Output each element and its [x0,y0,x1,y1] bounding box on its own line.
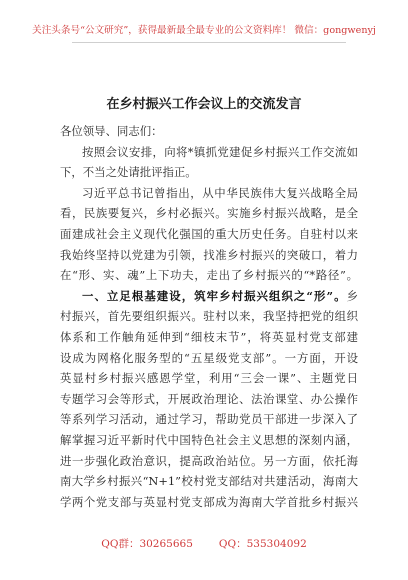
paragraph-line: 英显村乡村振兴感恩学堂，利用“三会一课”、主题党日 [60,371,358,386]
footer-qq: QQ：535304092 [218,538,307,550]
header-banner: 关注头条号“公文研究”，获得最新最全最专业的公文资料库！ 微信：gongwenyj [32,25,376,36]
paragraph-line: 按照会议安排，向将*镇抓党建促乡村振兴工作交流如 [82,144,358,159]
paragraph-line: 解掌握习近平新时代中国特色社会主义思想的深刻内涵， [60,432,358,447]
paragraph-line: 专题学习会等形式，开展政治理论、法治课堂、办公操作 [60,391,358,406]
paragraph-line: 下，不当之处请批评指正。 [60,165,197,180]
document-body [60,121,358,512]
document-title: 在乡村振兴工作会议上的交流发言 [106,97,302,112]
section-heading: 一、立足根基建设，筑牢乡村振兴组织之“形”。 [82,288,347,303]
header-divider [72,42,346,43]
paragraph-line: 学两个党支部与英显村党支部成为海南大学首批乡村振兴 [60,494,358,509]
paragraph-line: 看，民族要复兴，乡村必振兴。实施乡村振兴战略，是全 [60,206,358,221]
paragraph-line: 进一步强化政治意识，提高政治站位。另一方面，依托海 [60,453,358,468]
footer-qq-group: QQ群：30265665 [101,538,193,550]
section-heading-tail: 乡 [346,288,358,303]
salutation-line: 各位领导、同志们： [60,124,163,138]
paragraph-line: 习近平总书记曾指出，从中华民族伟大复兴战略全局 [82,185,358,200]
paragraph-line: 我始终坚持以党建为引领，找准乡村振兴的突破口，着力 [60,247,358,262]
paragraph-line: 南大学乡村振兴“N+1”校村党支部结对共建活动，海南大 [60,474,358,489]
paragraph-line: 体系和工作触角延伸到“细枝末节”，将英显村党支部建 [60,329,358,344]
paragraph-line: 设成为网格化服务型的“五星级党支部”。一方面，开设 [60,350,358,365]
section-heading-line [60,286,358,307]
paragraph-line: 等系列学习活动，通过学习，帮助党员干部进一步深入了 [60,412,358,427]
footer-contact [0,536,408,551]
paragraph-line: 在“形、实、魂”上下功夫，走出了乡村振兴的“*路径”。 [60,268,358,283]
paragraph-line: 面建成社会主义现代化强国的重大历史任务。自驻村以来 [60,226,358,241]
paragraph-line: 村振兴，首先要组织振兴。驻村以来，我坚持把党的组织 [60,309,358,324]
